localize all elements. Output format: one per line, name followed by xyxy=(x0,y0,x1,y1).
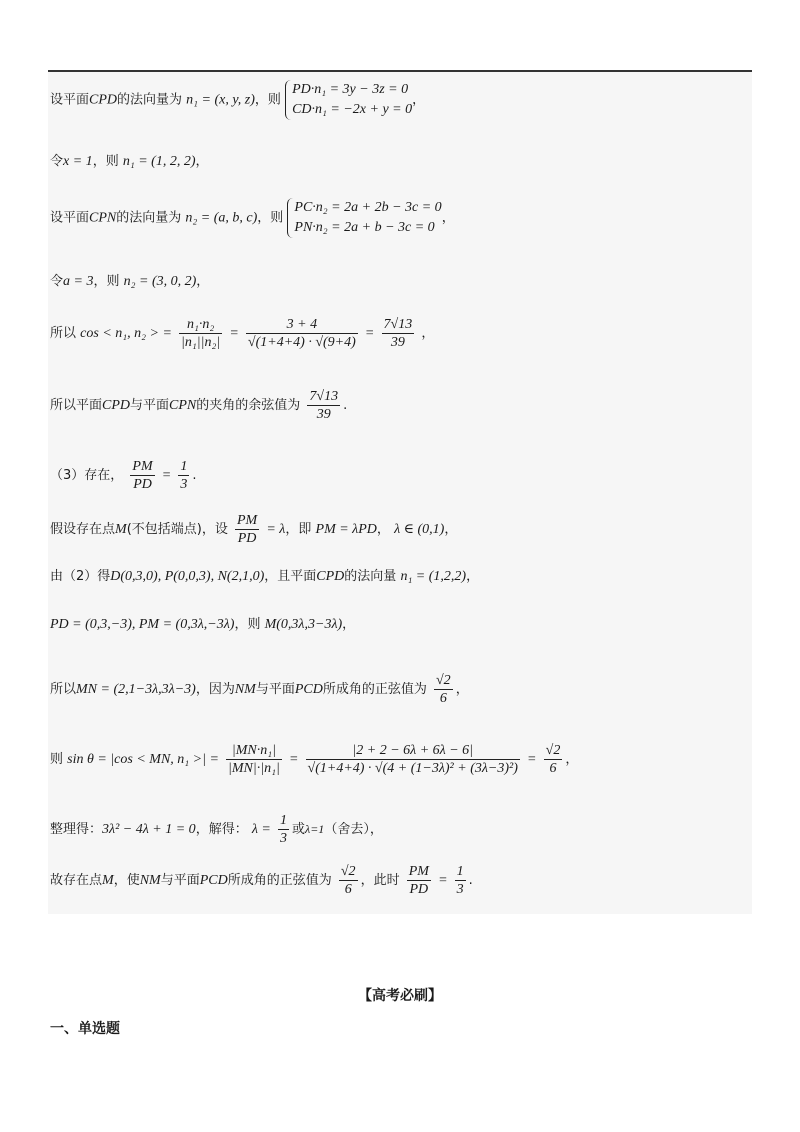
equation-system: PD·n₁ = 3y − 3z = 0 CD·n₁ = −2x + y = 0 xyxy=(285,80,412,120)
line-let-x: 令x = 1，则 n₁ = (1, 2, 2)， xyxy=(50,154,209,169)
line-cosine-result: 所以平面CPD与平面CPN的夹角的余弦值为 $\frac{7√13}{39}$ . xyxy=(50,389,348,422)
line-from-part-2: 由（2）得D(0,3,0), P(0,0,3), N(2,1,0)，且平面CPD的法向量 n₁ = (1,2,2)， xyxy=(50,569,480,584)
fraction: $\frac{\text{|MN·n₁|}}{\text{|MN|·|n₁|}}$ xyxy=(228,743,280,776)
fraction: $\frac{√2}{6}$ xyxy=(340,864,356,897)
line-vector-mn: 所以MN = (2,1−3λ,3λ−3)，因为NM与平面PCD所成角的正弦值为 $\frac{√2}{6}$ ， xyxy=(50,673,469,706)
line-part-3-answer: （3）存在， $\frac{PM}{PD}$ = $\frac{1}{3}$ . xyxy=(50,459,197,492)
section-heading: 一、单选题 xyxy=(50,1021,120,1037)
fraction: $\frac{√2}{6}$ xyxy=(545,743,561,776)
line-sine-equation: 则 sin θ = |cos < MN, n₁ >| = $\frac{\text{|MN·n₁|}}{\text{|MN|·|n₁|}}$ = $\frac{|2 + 2 - 6\lambda + 6\lambda - 6|}{\text{√(1+4+4) · √(4 + (1−3λ)² + (3λ−3)²)}}$ = $\frac{√2}{6}$ ， xyxy=(50,743,579,776)
fraction: $\frac{PM}{PD}$ xyxy=(408,864,429,897)
line-plane-cpd-normal: 设平面CPD的法向量为 n₁ = (x, y, z)，则 PD·n₁ = 3y − 3z = 0 CD·n₁ = −2x + y = 0 ， xyxy=(50,80,425,120)
line-assume-point-m: 假设存在点M(不包括端点)，设 $\frac{PM}{PD}$ = λ，即 PM = λPD， λ ∈ (0,1)， xyxy=(50,513,458,546)
equation-system: PC·n₂ = 2a + 2b − 3c = 0 PN·n₂ = 2a + b − 3c = 0 xyxy=(287,198,441,238)
line-let-a: 令a = 3，则 n₂ = (3, 0, 2)， xyxy=(50,274,210,289)
line-plane-cpn-normal: 设平面CPN的法向量为 n₂ = (a, b, c)，则 PC·n₂ = 2a + 2b − 3c = 0 PN·n₂ = 2a + b − 3c = 0 ， xyxy=(50,198,455,238)
fraction: $\frac{3 + 4}{√(1+4+4) \cdot √(9+4)}$ xyxy=(247,317,356,350)
fraction: $\frac{PM}{PD}$ xyxy=(236,513,258,546)
fraction: $\frac{|2 + 2 - 6\lambda + 6\lambda - 6|}{\text{√(1+4+4) · √(4 + (1−3λ)² + (3λ−3)²)}}$ xyxy=(307,743,518,776)
fraction: $\frac{1}{3}$ xyxy=(280,813,287,846)
line-vectors-pd-pm: PD = (0,3,−3), PM = (0,3λ,−3λ)，则 M(0,3λ,3−3λ)， xyxy=(50,617,356,632)
fraction: $\frac{PM}{PD}$ xyxy=(132,459,153,492)
line-solve-lambda: 整理得：3λ² − 4λ + 1 = 0，解得： λ = $\frac{1}{3}$ 或λ=1（舍去）， xyxy=(50,813,383,846)
line-conclusion: 故存在点M，使NM与平面PCD所成角的正弦值为 $\frac{√2}{6}$ ，此时 $\frac{PM}{PD}$ = $\frac{1}{3}$ . xyxy=(50,864,473,897)
fraction: $\frac{√2}{6}$ xyxy=(436,673,451,706)
top-rule xyxy=(48,70,752,72)
fraction: $\frac{1}{3}$ xyxy=(180,459,188,492)
fraction: $\frac{1}{3}$ xyxy=(456,864,464,897)
section-title: 【高考必刷】 xyxy=(358,988,442,1004)
fraction: $\frac{7√13}{39}$ xyxy=(309,389,339,422)
fraction: $\frac{\text{n₁·n₂}}{\text{|n₁||n₂|}}$ xyxy=(181,317,221,350)
fraction: $\frac{7√13}{39}$ xyxy=(383,317,413,350)
line-cosine-formula: 所以 cos < n₁, n₂ > = $\frac{\text{n₁·n₂}}{\text{|n₁||n₂|}}$ = $\frac{3 + 4}{√(1+4+4) \cdot √(9+4)}$ = $\frac{7√13}{39}$ ， xyxy=(50,317,435,350)
